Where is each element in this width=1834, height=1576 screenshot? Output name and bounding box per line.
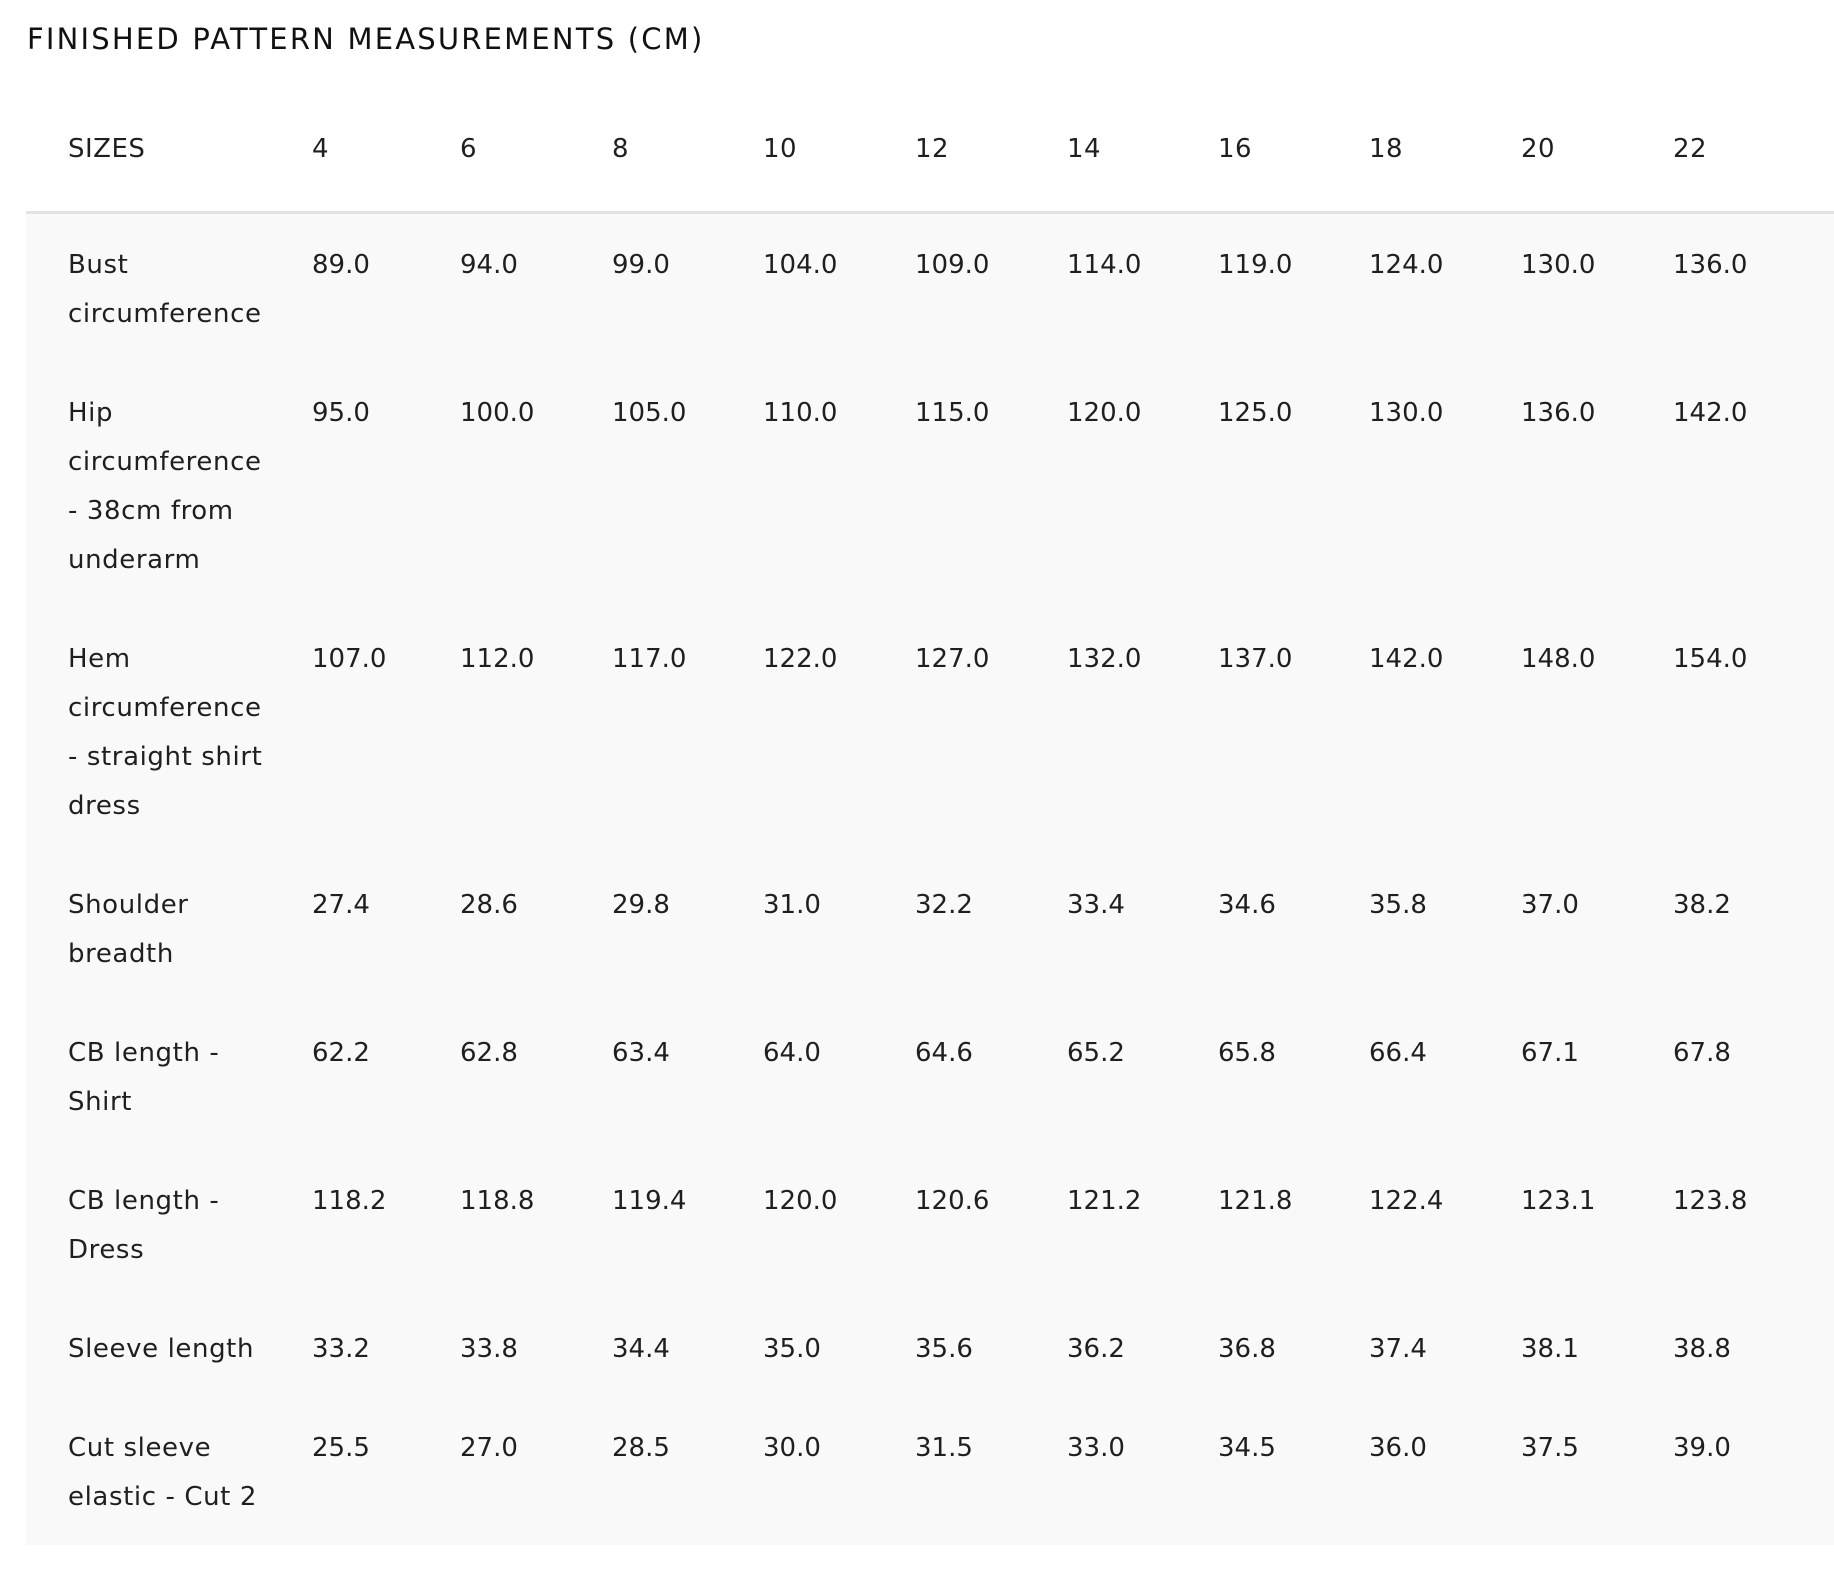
table-cell: 121.8 [1218,1185,1293,1216]
table-cell: 33.0 [1067,1432,1125,1463]
table-cell: 119.4 [612,1185,687,1216]
table-cell: 123.8 [1673,1185,1748,1216]
table-cell: 62.8 [460,1037,518,1068]
table-cell: 34.4 [612,1333,670,1364]
table-row [26,1298,1834,1397]
table-cell: 123.1 [1521,1185,1596,1216]
size-header: 16 [1214,84,1365,212]
table-cell: 130.0 [1369,397,1444,428]
row-label: CB length - Dress [68,1185,220,1265]
table-cell: 62.2 [312,1037,370,1068]
table-cell: 89.0 [312,249,370,280]
size-header: 22 [1669,84,1834,212]
table-cell: 95.0 [312,397,370,428]
table-cell: 125.0 [1218,397,1293,428]
table-cell: 33.2 [312,1333,370,1364]
table-cell: 127.0 [915,643,990,674]
table-cell: 136.0 [1673,249,1748,280]
table-cell: 99.0 [612,249,670,280]
table-row [26,854,1834,1002]
table-cell: 33.8 [460,1333,518,1364]
size-header: 10 [759,84,911,212]
table-cell: 122.0 [763,643,838,674]
table-cell: 37.0 [1521,889,1579,920]
table-cell: 38.1 [1521,1333,1579,1364]
row-label: Hem circumference - straight shirt dress [68,643,263,821]
table-cell: 66.4 [1369,1037,1427,1068]
table-row [26,1150,1834,1298]
table-cell: 36.0 [1369,1432,1427,1463]
table-cell: 35.0 [763,1333,821,1364]
table-cell: 28.5 [612,1432,670,1463]
table-cell: 34.6 [1218,889,1276,920]
table-cell: 136.0 [1521,397,1596,428]
size-header: 14 [1063,84,1214,212]
table-body [26,212,1834,1545]
table-cell: 117.0 [612,643,687,674]
table-cell: 104.0 [763,249,838,280]
table-cell: 36.8 [1218,1333,1276,1364]
table-cell: 120.6 [915,1185,990,1216]
table-cell: 27.0 [460,1432,518,1463]
row-label: Cut sleeve elastic - Cut 2 [68,1432,257,1512]
table-row [26,362,1834,608]
row-label: Hip circumference - 38cm from underarm [68,397,262,575]
table-cell: 27.4 [312,889,370,920]
table-cell: 63.4 [612,1037,670,1068]
row-label: CB length - Shirt [68,1037,220,1117]
table-cell: 112.0 [460,643,535,674]
table-cell: 31.5 [915,1432,973,1463]
size-header: 12 [911,84,1063,212]
table-cell: 67.1 [1521,1037,1579,1068]
row-label: Sleeve length [68,1333,255,1364]
table-cell: 115.0 [915,397,990,428]
measurements-table [26,84,1834,1545]
size-header: 6 [456,84,608,212]
table-cell: 120.0 [1067,397,1142,428]
table-cell: 109.0 [915,249,990,280]
table-cell: 38.8 [1673,1333,1731,1364]
table-cell: 118.8 [460,1185,535,1216]
table-cell: 34.5 [1218,1432,1276,1463]
table-cell: 142.0 [1673,397,1748,428]
table-cell: 132.0 [1067,643,1142,674]
table-cell: 114.0 [1067,249,1142,280]
table-cell: 105.0 [612,397,687,428]
page-title: FINISHED PATTERN MEASUREMENTS (CM) [27,22,705,56]
table-cell: 65.2 [1067,1037,1125,1068]
row-label: Bust circumference [68,249,262,329]
table-cell: 110.0 [763,397,838,428]
table-cell: 37.5 [1521,1432,1579,1463]
table-cell: 35.6 [915,1333,973,1364]
row-label: Shoulder breadth [68,889,189,969]
table-cell: 142.0 [1369,643,1444,674]
table-cell: 94.0 [460,249,518,280]
table-cell: 107.0 [312,643,387,674]
table-cell: 148.0 [1521,643,1596,674]
table-cell: 37.4 [1369,1333,1427,1364]
header-row [26,84,1834,212]
table-cell: 31.0 [763,889,821,920]
table-cell: 64.6 [915,1037,973,1068]
table-cell: 67.8 [1673,1037,1731,1068]
table-cell: 64.0 [763,1037,821,1068]
table-row [26,1397,1834,1545]
table-cell: 154.0 [1673,643,1748,674]
sizes-header-label: SIZES [26,84,308,212]
table-cell: 65.8 [1218,1037,1276,1068]
size-header: 8 [608,84,759,212]
table-cell: 124.0 [1369,249,1444,280]
table-cell: 25.5 [312,1432,370,1463]
table-cell: 38.2 [1673,889,1731,920]
table-cell: 120.0 [763,1185,838,1216]
table-cell: 35.8 [1369,889,1427,920]
table-cell: 32.2 [915,889,973,920]
table-cell: 39.0 [1673,1432,1731,1463]
table-row [26,1002,1834,1150]
table-cell: 130.0 [1521,249,1596,280]
table-header [26,84,1834,212]
table-cell: 29.8 [612,889,670,920]
table-cell: 33.4 [1067,889,1125,920]
table-cell: 122.4 [1369,1185,1444,1216]
table-cell: 28.6 [460,889,518,920]
table-cell: 121.2 [1067,1185,1142,1216]
table-cell: 30.0 [763,1432,821,1463]
table-cell: 118.2 [312,1185,387,1216]
size-header: 4 [308,84,456,212]
table-cell: 137.0 [1218,643,1293,674]
table-cell: 119.0 [1218,249,1293,280]
table-row [26,212,1834,362]
size-header: 20 [1517,84,1669,212]
table-cell: 100.0 [460,397,535,428]
size-header: 18 [1365,84,1517,212]
table-row [26,608,1834,854]
table-cell: 36.2 [1067,1333,1125,1364]
